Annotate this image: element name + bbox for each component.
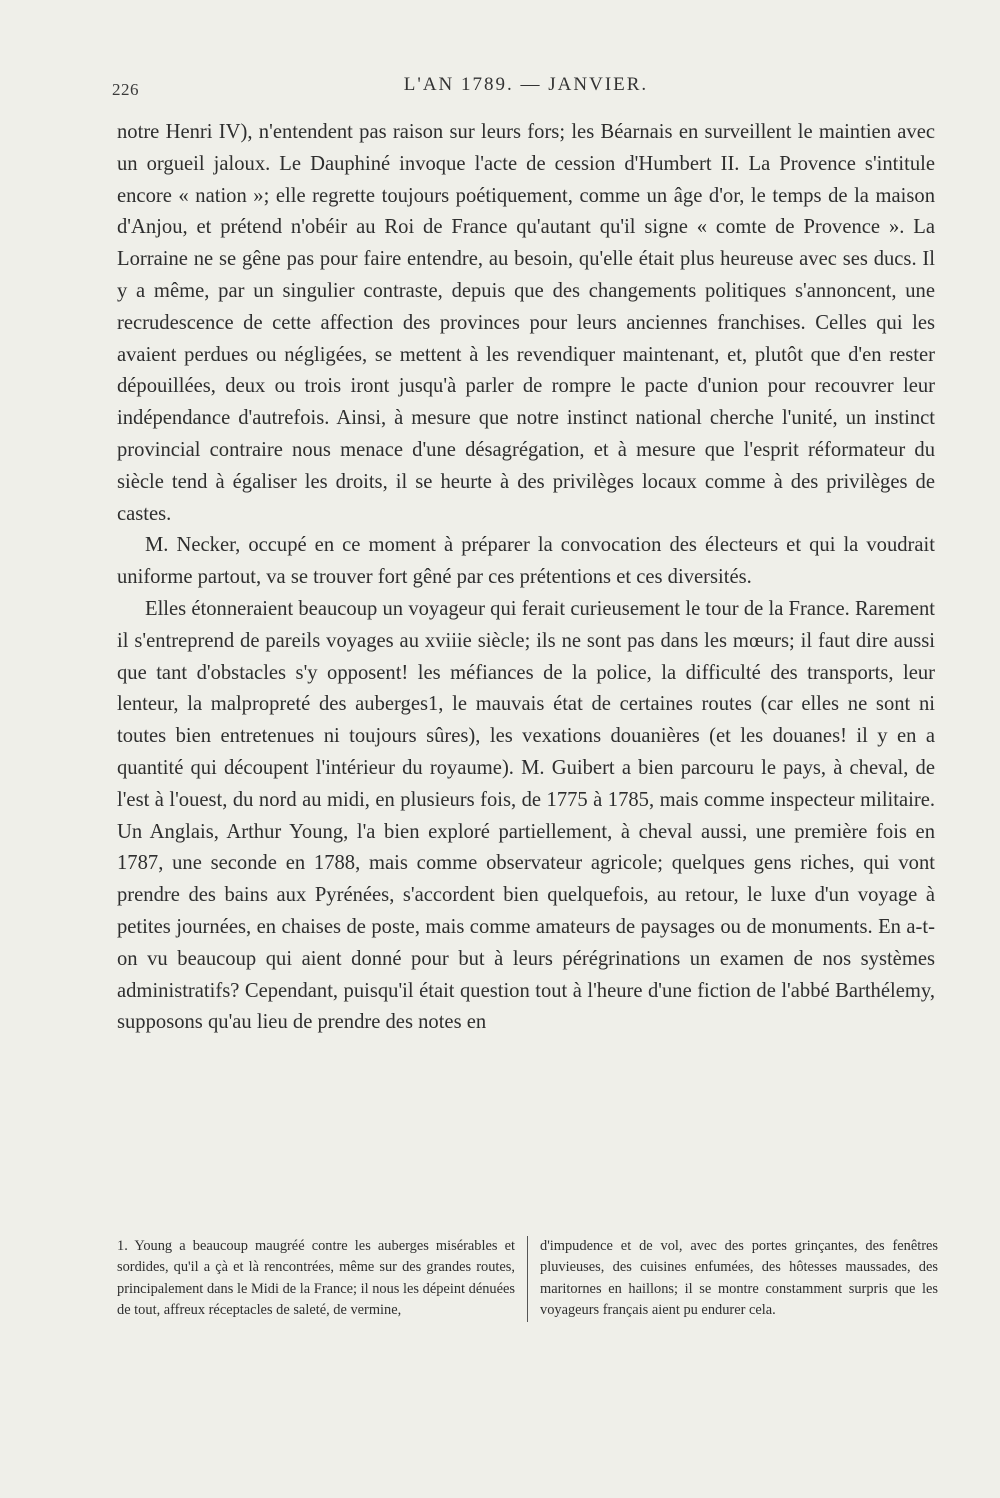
page-header	[112, 74, 940, 104]
page-number: 226	[112, 80, 139, 99]
paragraph: notre Henri IV), n'entendent pas raison sur leurs fors; les Béarnais en surveillent le maintien avec un orgueil jaloux. Le Dauphiné invoque l'acte de cession d'Humbert II. La Provence s'intitule encore « nation »; elle regrette toujours poétiquement, comme un âge d'or, le temps de la maison d'Anjou, et prétend n'obéir au Roi de France qu'autant qu'il signe « comte de Provence ». La Lorraine ne se gêne pas pour faire entendre, au besoin, qu'elle était plus heureuse avec ses ducs. Il y a même, par un singulier contraste, depuis que des changements politiques s'annoncent, une recrudescence de cette affection des provinces pour leurs anciennes franchises. Celles qui les avaient perdues ou négligées, se mettent à les revendiquer maintenant, et, plutôt que d'en rester dépouillées, deux ou trois iront jusqu'à parler de rompre le pacte d'union pour recouvrer leur indépendance d'autrefois. Ainsi, à mesure que notre instinct national cherche l'unité, un instinct provincial contraire nous menace d'une désagrégation, et à mesure que l'esprit réformateur du siècle tend à égaliser les droits, il se heurte à des privilèges locaux comme à des privilèges de castes.	[117, 121, 935, 525]
footnote-left-column: 1. Young a beaucoup maugréé contre les auberges misérables et sordides, qu'il a çà et là rencontrées, même sur des grandes routes, principalement dans le Midi de la France; il nous les dépeint dénuées de tout, affreux réceptacles de saleté, de vermine,	[117, 1236, 528, 1322]
paragraph: M. Necker, occupé en ce moment à préparer la convocation des électeurs et qui la voudrait uniforme partout, va se trouver fort gêné par ces prétentions et ces diversités.	[117, 534, 935, 589]
main-text	[117, 117, 935, 1039]
footnotes	[117, 1236, 949, 1322]
running-title: L'AN 1789. — JANVIER.	[403, 74, 649, 95]
paragraph: Elles étonneraient beaucoup un voyageur qui ferait curieusement le tour de la France. Rarement il s'entreprend de pareils voyages au xviiie siècle; ils ne sont pas dans les mœurs; il faut dire aussi que tant d'obstacles s'y opposent! les méfiances de la police, la difficulté des transports, leur lenteur, la malpropreté des auberges1, le mauvais état de certaines routes (car elles ne sont ni toutes bien entretenues ni toujours sûres), les vexations douanières (et les douanes! il y en a quantité qui découpent l'intérieur du royaume). M. Guibert a bien parcouru le pays, à cheval, de l'est à l'ouest, du nord au midi, en plusieurs fois, de 1775 à 1785, mais comme inspecteur militaire. Un Anglais, Arthur Young, l'a bien exploré partiellement, à cheval aussi, une première fois en 1787, une seconde en 1788, mais comme observateur agricole; quelques gens riches, qui vont prendre des bains aux Pyrénées, s'accordent bien quelquefois, au retour, le luxe d'un voyage à petites journées, en chaises de poste, mais comme amateurs de paysages ou de monuments. En a-t-on vu beaucoup qui aient donné pour but à leurs pérégrinations un examen de nos systèmes administratifs? Cependant, puisqu'il était question tout à l'heure d'une fiction de l'abbé Barthélemy, supposons qu'au lieu de prendre des notes en	[117, 597, 935, 1034]
footnote-right-column: d'impudence et de vol, avec des portes grinçantes, des fenêtres pluvieuses, des cuisines enfumées, des hôtesses maussades, des maritornes en haillons; il se montre constamment surpris que les voyageurs français aient pu endurer cela.	[540, 1238, 938, 1319]
